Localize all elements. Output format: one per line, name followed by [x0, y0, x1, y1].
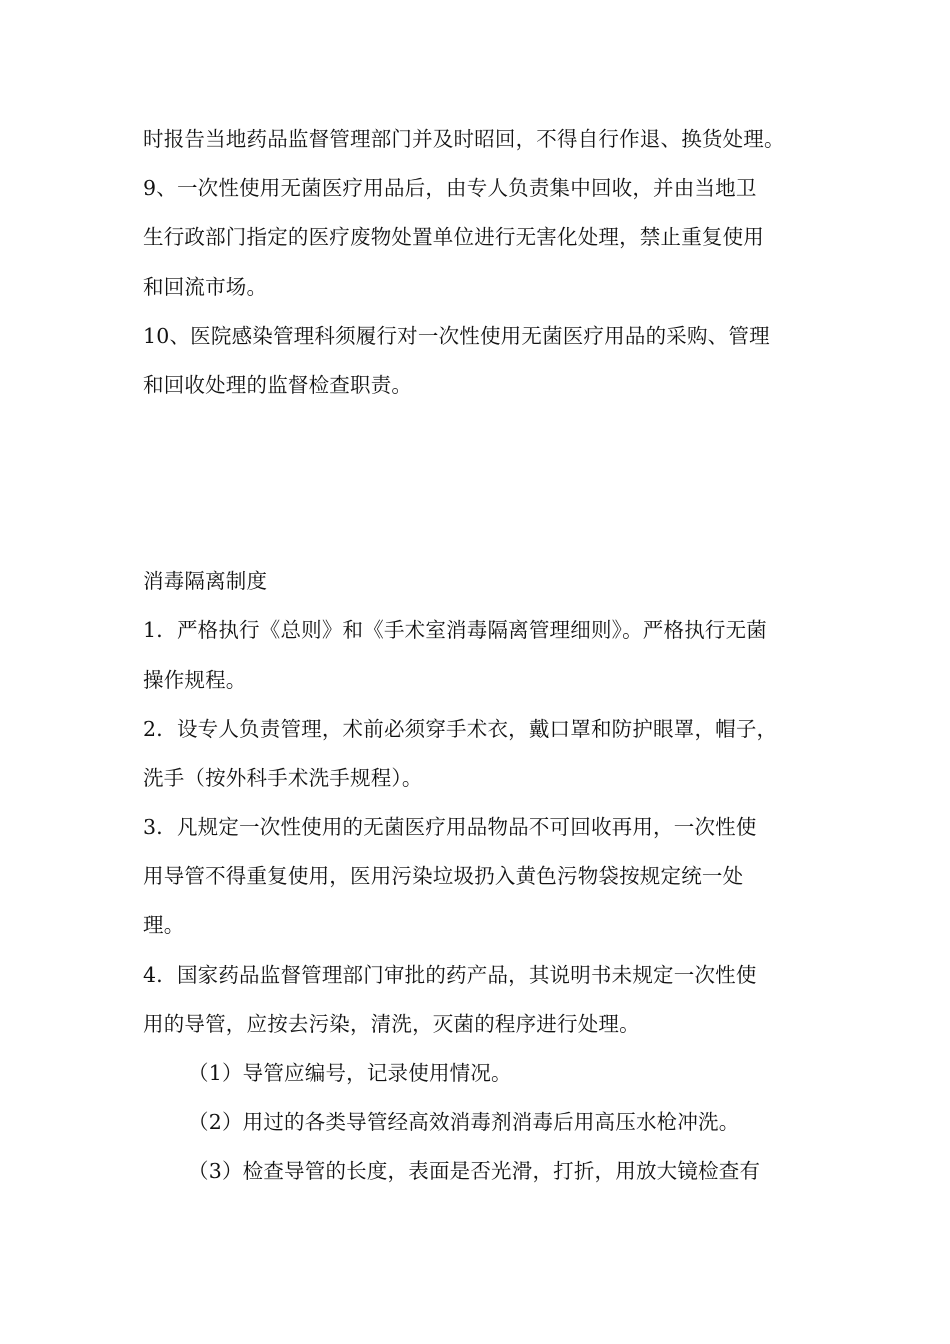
paragraph-line: 1．严格执行《总则》和《手术室消毒隔离管理细则》。严格执行无菌 [143, 618, 767, 643]
paragraph-line: 操作规程。 [143, 667, 247, 692]
sub-item-line: （1）导管应编号，记录使用情况。 [188, 1061, 512, 1085]
sub-item-line: （3）检查导管的长度，表面是否光滑，打折，用放大镜检查有 [188, 1159, 761, 1184]
paragraph-line: 理。 [143, 913, 185, 938]
paragraph-line: 和回流市场。 [143, 274, 268, 299]
section-disinfection-isolation [143, 557, 809, 1196]
paragraph-line: 3．凡规定一次性使用的无菌医疗用品物品不可回收再用，一次性使 [143, 815, 757, 840]
paragraph-line: 用导管不得重复使用，医用污染垃圾扔入黄色污物袋按规定统一处 [143, 864, 744, 889]
paragraph-line: 时报告当地药品监督管理部门并及时昭回，不得自行作退、换货处理。 [143, 127, 785, 151]
paragraph-line: 10、医院感染管理科须履行对一次性使用无菌医疗用品的采购、管理 [143, 323, 770, 348]
paragraph-line: 4．国家药品监督管理部门审批的药产品，其说明书未规定一次性使 [143, 962, 757, 987]
section-spacer [143, 410, 809, 557]
section-previous-rules [143, 115, 809, 410]
paragraph-line: 生行政部门指定的医疗废物处置单位进行无害化处理，禁止重复使用 [143, 225, 764, 250]
paragraph-line: 9、一次性使用无菌医疗用品后，由专人负责集中回收，并由当地卫 [143, 176, 757, 201]
paragraph-line: 和回收处理的监督检查职责。 [143, 372, 413, 397]
paragraph-line: 2．设专人负责管理，术前必须穿手术衣，戴口罩和防护眼罩，帽子， [143, 716, 778, 741]
document-body [143, 115, 809, 1197]
section-title: 消毒隔离制度 [143, 569, 268, 594]
paragraph-line: 用的导管，应按去污染，清洗，灭菌的程序进行处理。 [143, 1011, 640, 1036]
paragraph-line: 洗手（按外科手术洗手规程）。 [143, 765, 423, 790]
sub-item-line: （2）用过的各类导管经高效消毒剂消毒后用高压水枪冲洗。 [188, 1110, 740, 1135]
